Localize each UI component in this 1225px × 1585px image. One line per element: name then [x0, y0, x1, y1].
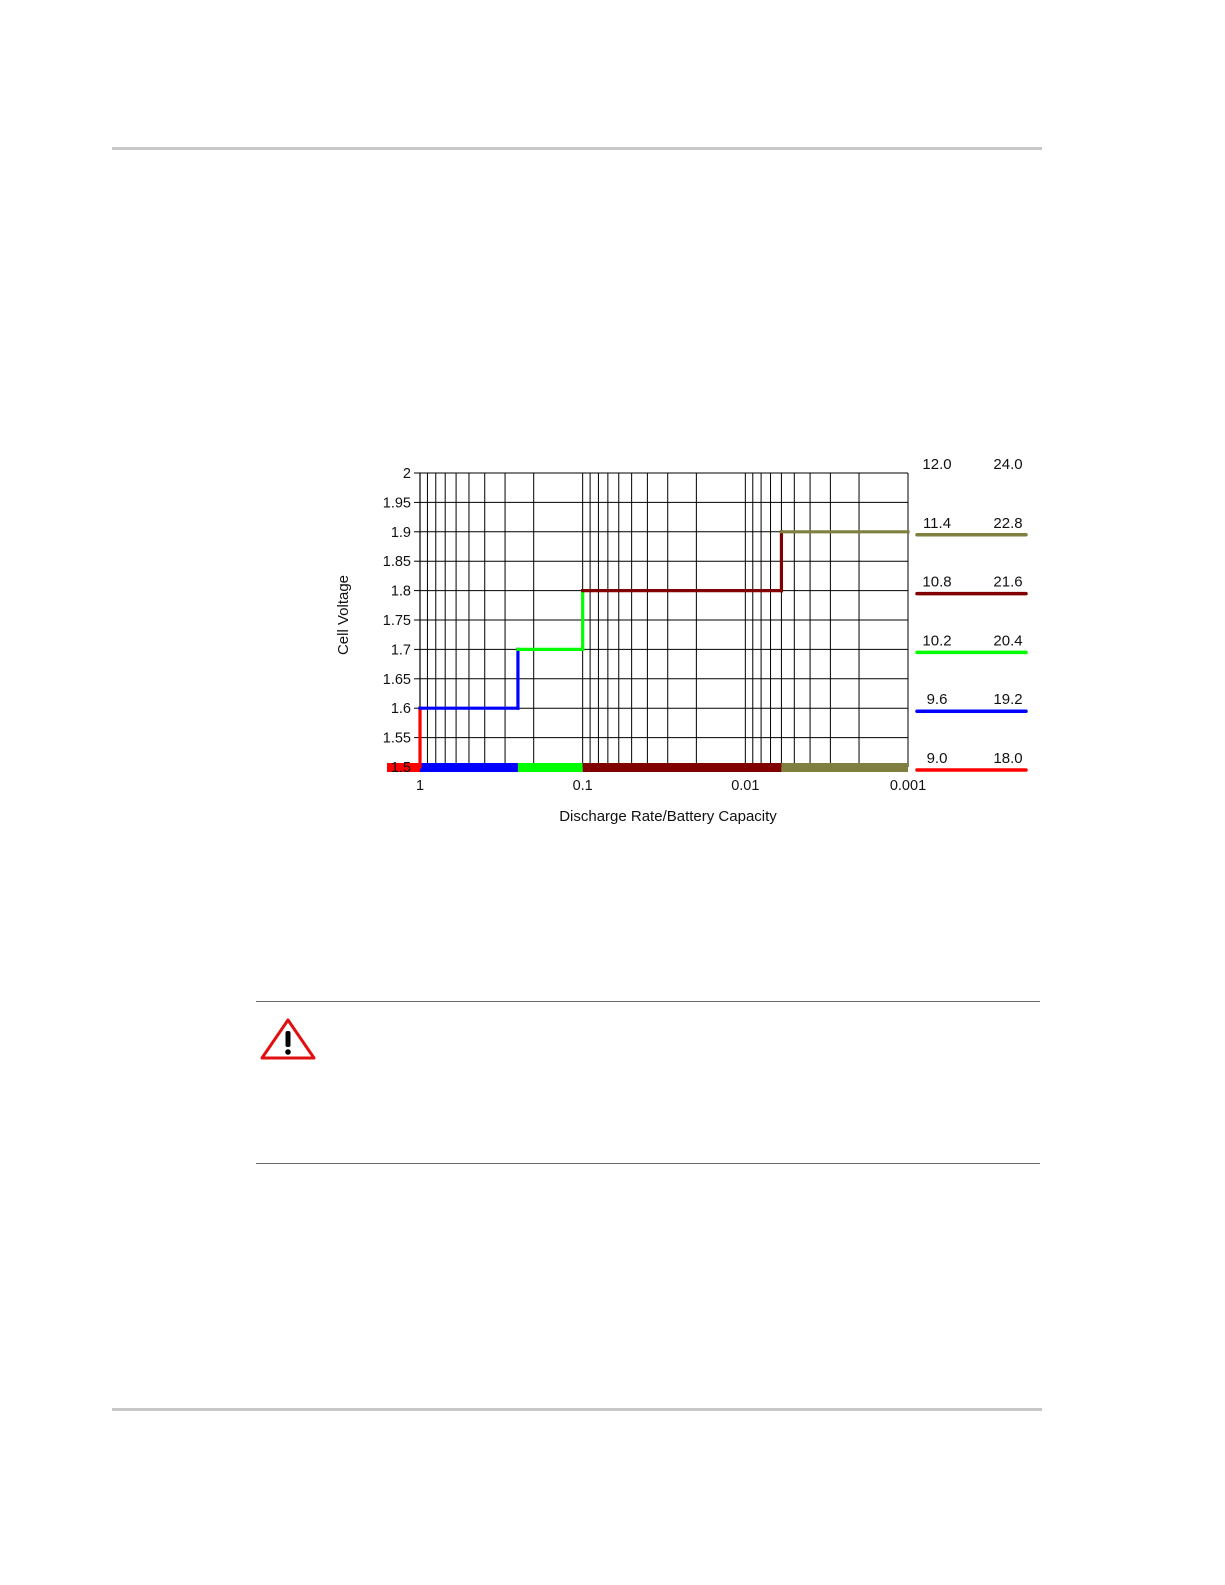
y-tick-label: 2	[402, 466, 411, 482]
y-tick-label: 1.85	[382, 554, 411, 571]
x-axis-label: Discharge Rate/Battery Capacity	[559, 808, 777, 825]
y-tick-labels	[383, 466, 411, 776]
voltage-12v-label: 9.6	[926, 691, 948, 709]
caution-top-rule	[256, 1001, 1040, 1002]
footer-rule	[112, 1408, 1042, 1411]
x-tick-label: 0.1	[572, 778, 593, 794]
x-tick-label: 0.01	[731, 778, 760, 794]
x-tick-labels	[416, 778, 926, 794]
band-segment	[583, 763, 782, 772]
voltage-24v-label: 20.4	[993, 632, 1023, 650]
caution-bottom-rule	[256, 1163, 1040, 1164]
voltage-24v-label: 24.0	[993, 456, 1023, 473]
y-tick-label: 1.95	[382, 495, 411, 512]
voltage-24v-label: 18.0	[993, 750, 1023, 767]
grid-lines	[414, 473, 908, 767]
y-tick-label: 1.9	[390, 524, 411, 541]
color-bands	[387, 763, 908, 772]
y-tick-label: 1.6	[390, 701, 411, 718]
voltage-12v-label: 11.4	[922, 514, 952, 532]
y-tick-label: 1.55	[382, 730, 411, 747]
y-tick-label: 1.75	[382, 613, 411, 629]
y-tick-label: 1.65	[382, 671, 411, 688]
voltage-12v-label: 10.2	[922, 632, 952, 650]
voltage-24v-label: 19.2	[993, 691, 1023, 709]
band-segment	[781, 763, 908, 772]
voltage-12v-label: 9.0	[926, 750, 948, 767]
voltage-24v-label: 22.8	[993, 514, 1023, 532]
band-segment	[518, 763, 583, 772]
warning-icon	[259, 1017, 317, 1061]
voltage-12v-label: 10.8	[922, 573, 952, 591]
voltage-12v-label: 12.0	[922, 456, 952, 473]
band-segment	[420, 763, 518, 772]
voltage-24v-label: 21.6	[993, 573, 1023, 591]
y-axis-label: Cell Voltage	[335, 574, 352, 656]
y-tick-label: 1.7	[390, 642, 411, 659]
x-tick-label: 1	[415, 778, 425, 794]
x-tick-label: 0.001	[889, 778, 927, 794]
y-tick-label: 1.8	[390, 583, 411, 600]
y-tick-label: 1.5	[390, 760, 411, 776]
right-voltage-scale	[917, 456, 1026, 770]
